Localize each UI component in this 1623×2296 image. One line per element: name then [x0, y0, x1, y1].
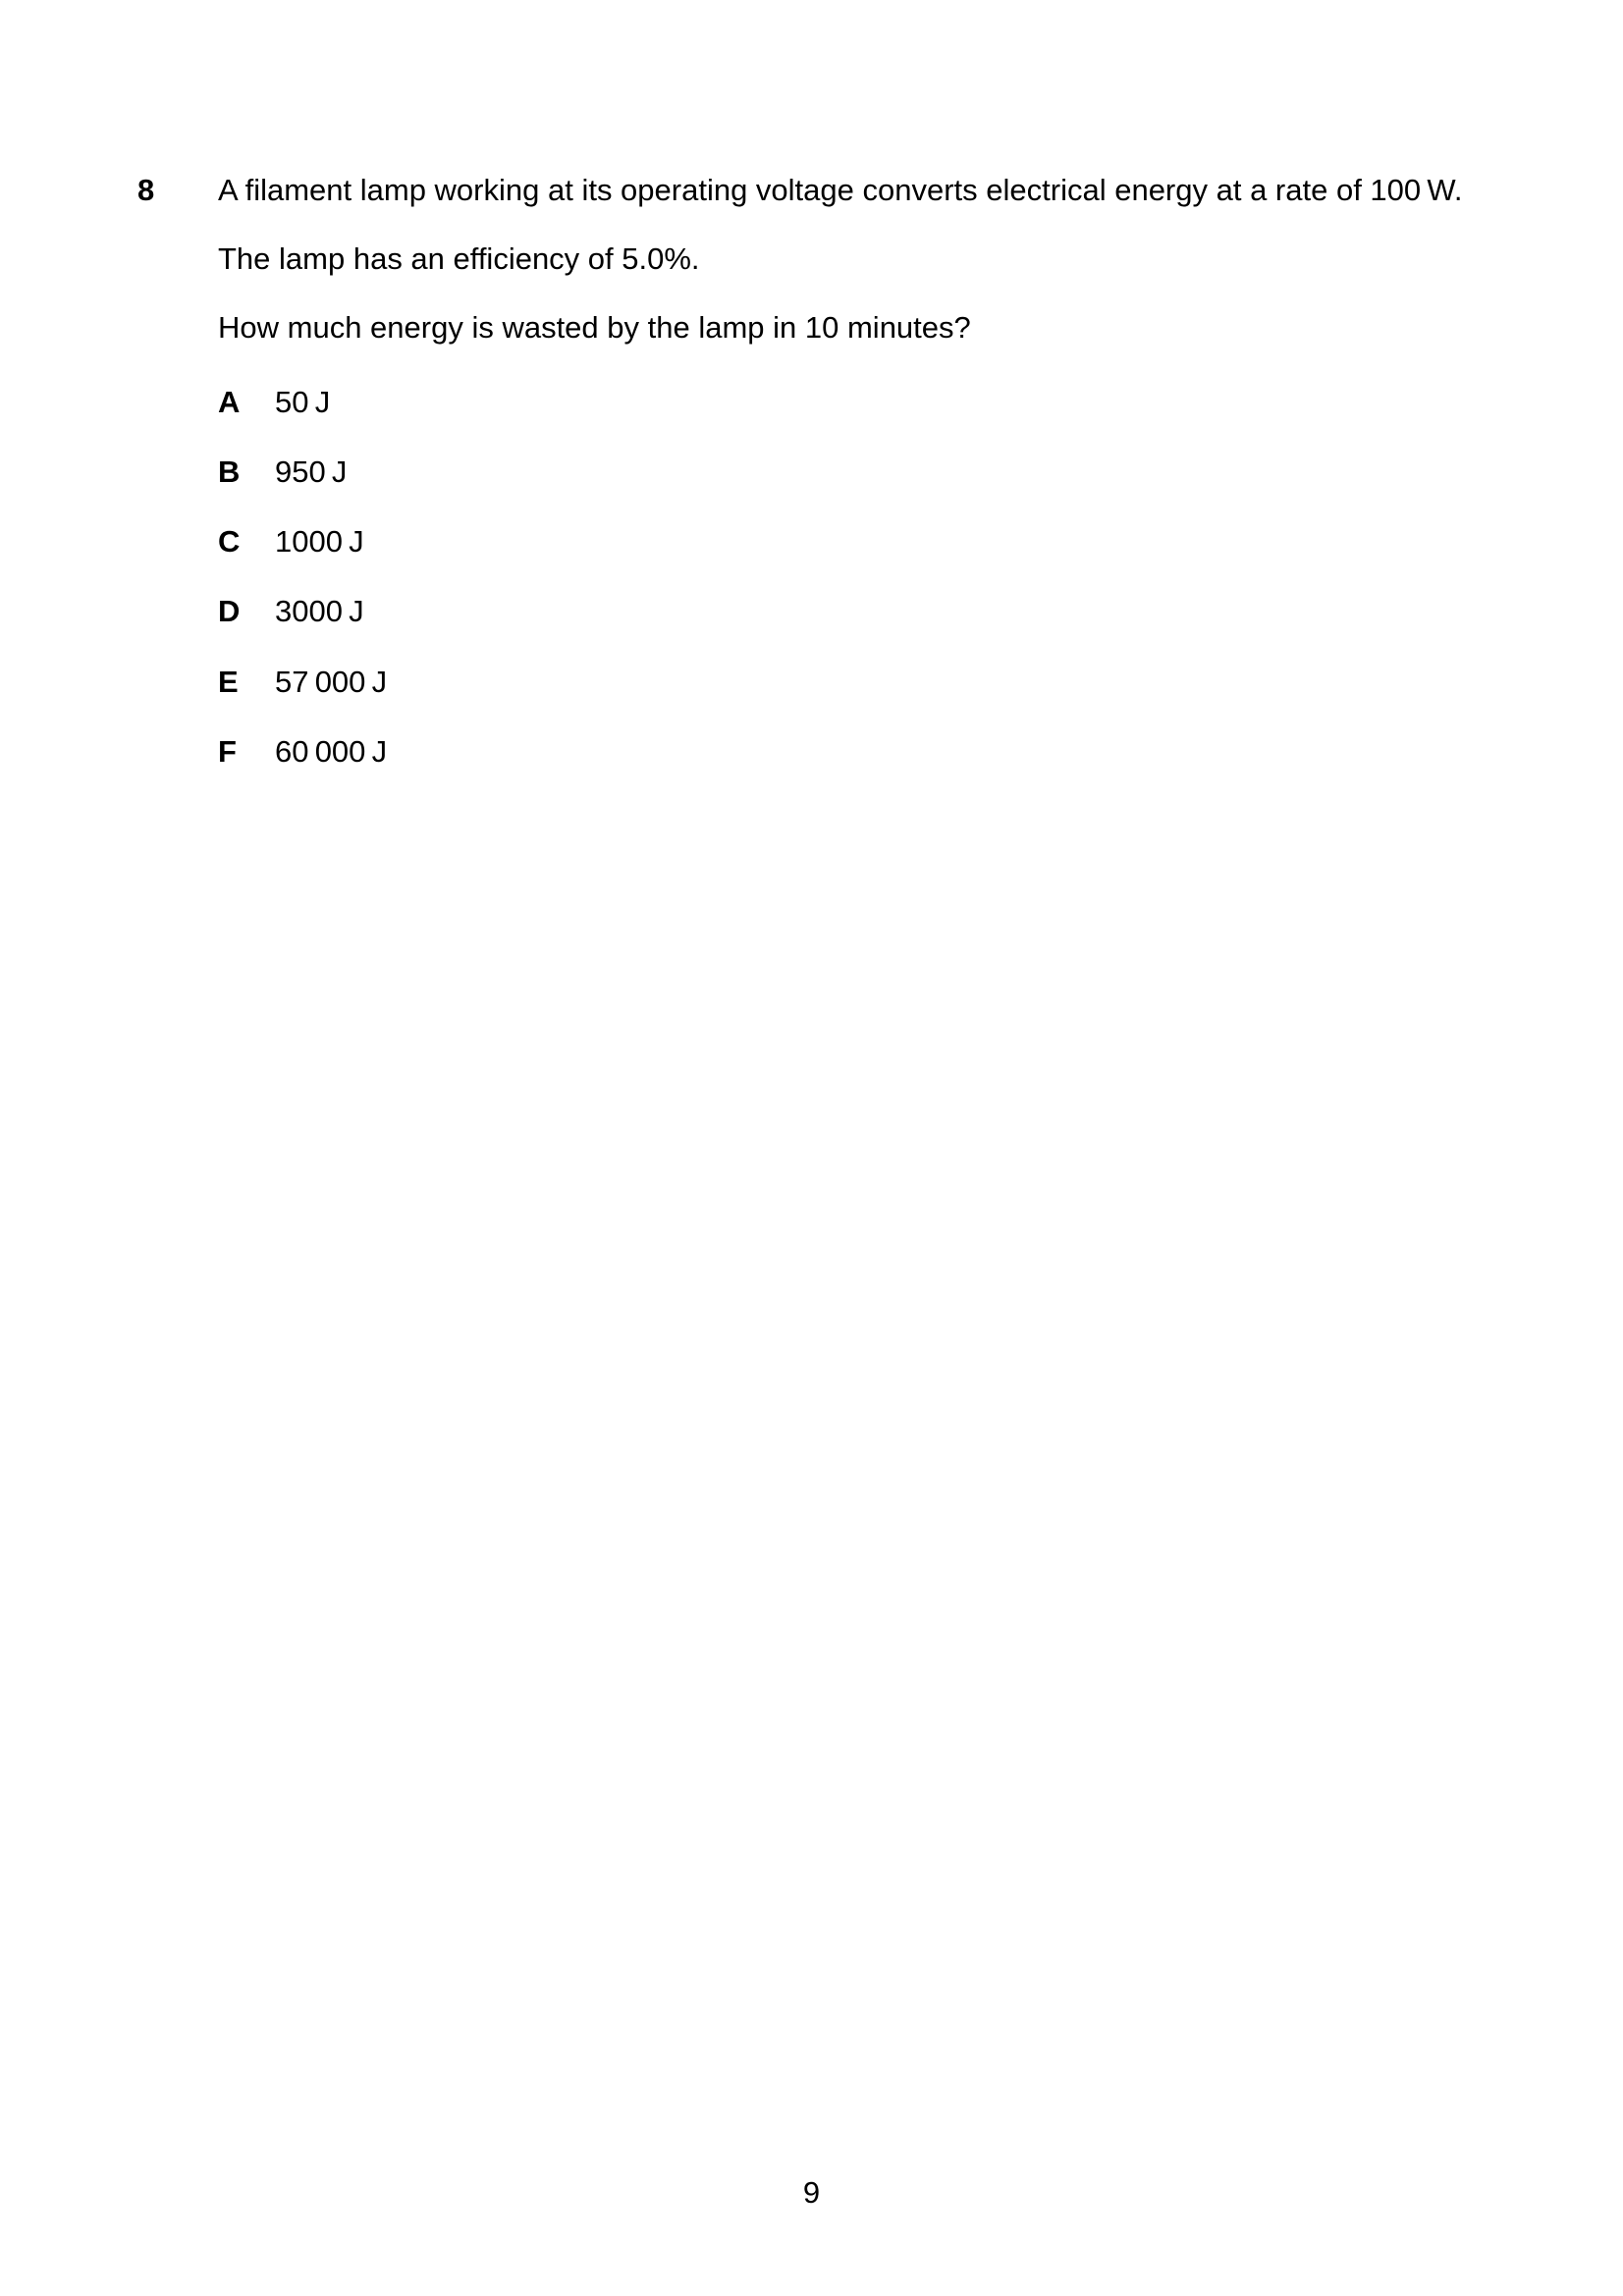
option-value: 3000 J — [275, 594, 364, 628]
option-value: 50 J — [275, 385, 331, 419]
option-letter: C — [218, 524, 241, 559]
question-stem-line: The lamp has an efficiency of 5.0%. — [218, 241, 700, 276]
answer-option-a — [218, 385, 611, 420]
answer-option-d — [218, 594, 611, 629]
answer-option-b — [218, 454, 611, 490]
page-number: 9 — [802, 2175, 821, 2210]
answer-option-f — [218, 734, 611, 770]
question-number: 8 — [137, 173, 155, 207]
option-value: 57 000 J — [275, 665, 388, 699]
option-value: 60 000 J — [275, 734, 388, 769]
option-letter: D — [218, 594, 241, 628]
option-value: 950 J — [275, 454, 348, 489]
option-value: 1000 J — [275, 524, 364, 559]
option-letter: F — [218, 734, 237, 769]
answer-option-c — [218, 524, 611, 560]
answer-option-e — [218, 665, 611, 700]
option-letter: B — [218, 454, 241, 489]
option-letter: E — [218, 665, 239, 699]
question-stem-line: A filament lamp working at its operating voltage converts electrical energy at a rate of 100 W. — [218, 173, 1463, 207]
question-prompt: How much energy is wasted by the lamp in 10 minutes? — [218, 310, 971, 345]
option-letter: A — [218, 385, 241, 419]
